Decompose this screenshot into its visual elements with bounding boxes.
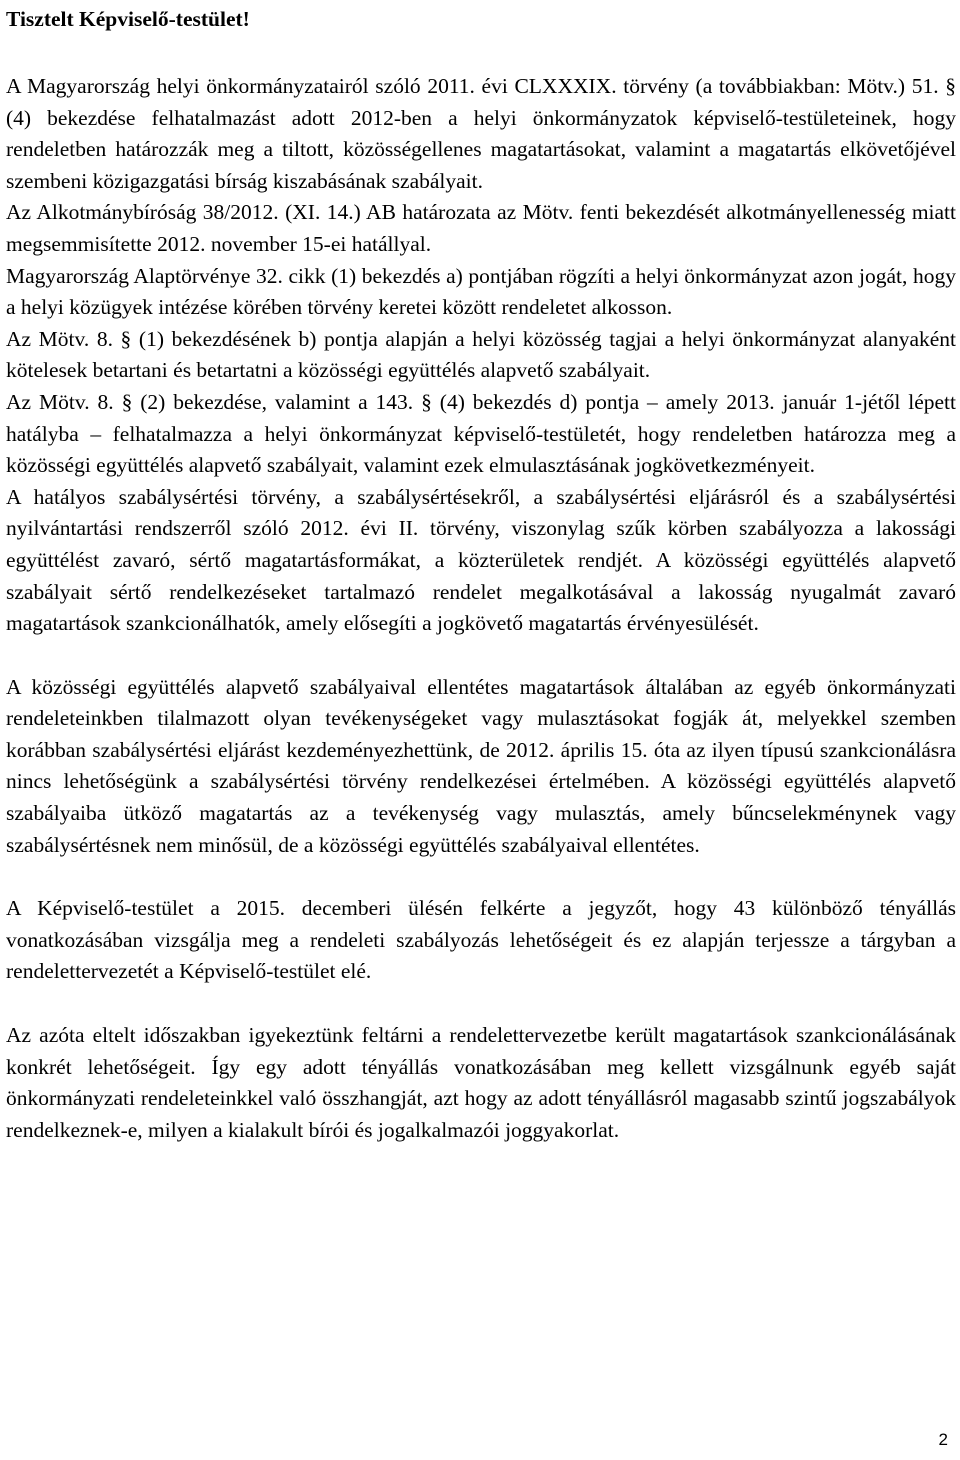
page-number: 2 — [938, 1430, 948, 1449]
paragraph-motv-8-2: Az Mötv. 8. § (2) bekezdése, valamint a 143. § (4) bekezdés d) pontja – amely 2013. január 1-jétől lépett hatályba – felhatalmazza a helyi önkormányzat képviselő-testületét, hogy rendeletben határozza meg a közösségi együttélés alapvető szabályait, valamint ezek elmulasztásának jogkövetkezményeit. — [6, 389, 956, 478]
paragraph-council-request: A Képviselő-testület a 2015. decemberi ülésén felkérte a jegyzőt, hogy 43 különböző tényállás vonatkozásában vizsgálja meg a rendeleti szabályozás lehetőségeit és ez alapján terjessze a tárgyban a rendelettervezetét a Képviselő-testület elé. — [6, 896, 956, 984]
paragraph-review: Az azóta eltelt időszakban igyekeztünk feltárni a rendelettervezetbe került magatartások szankcionálásának konkrét lehetőségeit. Így egy adott tényállás vonatkozásában meg kellett vizsgálnunk egyéb saját önkormányzati rendeleteinkkel való összhangját, azt hogy az adott tényállásról magasabb szintű jogszabályok rendelkeznek-e, milyen a kialakult bírói és jogalkalmazói joggyakorlat. — [6, 1023, 956, 1142]
paragraph-motv-8-1: Az Mötv. 8. § (1) bekezdésének b) pontja alapján a helyi közösség tagjai a helyi önkormányzat alanyaként kötelesek betartani és betartatni a közösségi együttélés alapvető szabályait. — [6, 326, 956, 383]
paragraph-motv-authorization: A Magyarország helyi önkormányzatairól szóló 2011. évi CLXXXIX. törvény (a továbbiakban: Mötv.) 51. § (4) bekezdése felhatalmazást adott 2012-ben a helyi önkormányzatok képviselő-testületeinek, hogy rendeletben határozzák meg a tiltott, közösségellenes magatartásokat, valamint a magatartás elkövetőjével szembeni közigazgatási bírság kiszabásának szabályait. — [6, 74, 956, 193]
paragraph-gap — [6, 988, 956, 1020]
paragraph-gap — [6, 861, 956, 893]
paragraph-fundamental-law: Magyarország Alaptörvénye 32. cikk (1) bekezdés a) pontjában rögzíti a helyi önkormányzat azon jogát, hogy a helyi közügyek intézése körében törvény keretei között rendeletet alkosson. — [6, 263, 956, 320]
document-title: Tisztelt Képviselő-testület! — [6, 7, 250, 31]
title-spacer — [6, 36, 956, 71]
paragraph-constitutional-court: Az Alkotmánybíróság 38/2012. (XI. 14.) AB határozata az Mötv. fenti bekezdését alkotmányellenesség miatt megsemmisítette 2012. november 15-ei hatállyal. — [6, 200, 956, 256]
paragraph-community-rules: A közösségi együttélés alapvető szabályaival ellentétes magatartások általában az egyéb önkormányzati rendeleteinkben tilalmazott olyan tevékenységeket vagy mulasztásokat fogják át, melyekkel szemben korábban szabálysértési eljárást kezdeményezhettünk, de 2012. április 15. óta az ilyen típusú szankcionálásra nincs lehetőségünk a szabálysértési törvény rendelkezései értelmében. A közösségi együttélés alapvető szabályaiba ütköző magatartás az a tevékenység vagy mulasztás, amely bűncselekménynek vagy szabálysértésnek nem minősül, de a közösségi együttélés szabályaival ellentétes. — [6, 674, 956, 857]
paragraph-gap — [6, 640, 956, 672]
document-page — [6, 0, 956, 1146]
paragraph-misdemeanor-law: A hatályos szabálysértési törvény, a szabálysértésekről, a szabálysértési eljárásról és a szabálysértési nyilvántartási rendszerről szóló 2012. évi II. törvény, viszonylag szűk körben szabályozza a lakossági együttélést zavaró, sértő magatartásformákat, a közterületek rendjét. A közösségi együttélés alapvető szabályait sértő rendelkezéseket tartalmazó rendelet megalkotásával a lakosság nyugalmát zavaró magatartások szankcionálhatók, amely elősegíti a jogkövető magatartás érvényesülését. — [6, 484, 956, 636]
